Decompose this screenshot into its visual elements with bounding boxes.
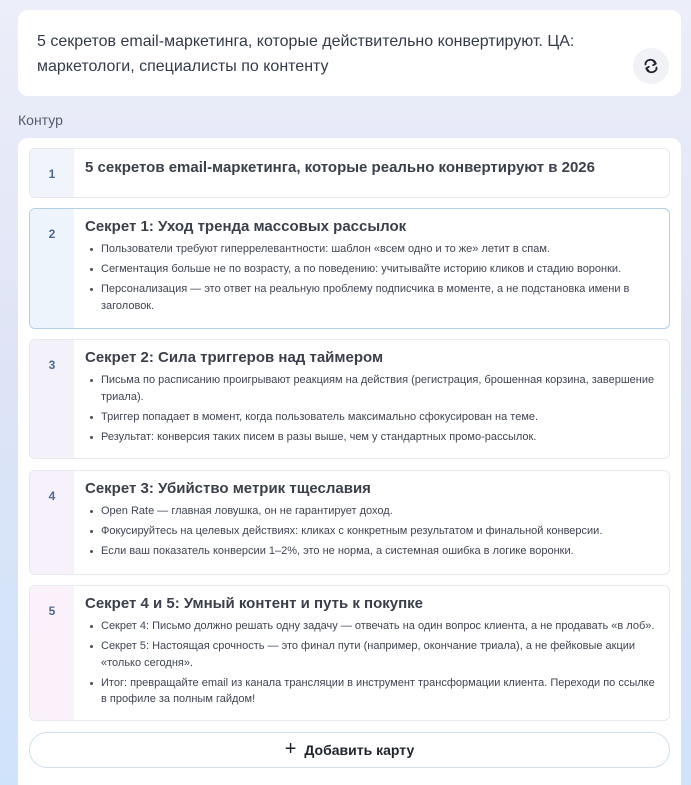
- swap-arrows-icon: [643, 58, 659, 74]
- card-bullet-list: [85, 618, 657, 708]
- card-number: 5: [30, 586, 74, 720]
- card-bullet[interactable]: Итог: превращайте email из канала трансляции в инструмент трансформации клиента. Переходи по ссылке в профиле за полным гайдом!: [85, 675, 657, 708]
- card-bullet-list: [85, 372, 657, 445]
- card-bullet[interactable]: Триггер попадает в момент, когда пользователь максимально сфокусирован на теме.: [85, 409, 657, 426]
- outline-card-5[interactable]: [29, 585, 670, 721]
- card-number: 4: [30, 471, 74, 574]
- card-bullet-list: [85, 241, 657, 314]
- card-title[interactable]: Секрет 3: Убийство метрик тщеславия: [85, 480, 371, 497]
- card-bullet[interactable]: Секрет 4: Письмо должно решать одну задачу — отвечать на один вопрос клиента, а не продавать «в лоб».: [85, 618, 657, 635]
- card-title[interactable]: Секрет 4 и 5: Умный контент и путь к покупке: [85, 595, 424, 612]
- card-bullet[interactable]: Сегментация больше не по возрасту, а по поведению: учитывайте историю кликов и стадию воронки.: [85, 261, 657, 278]
- topic-prompt-text[interactable]: 5 секретов email-маркетинга, которые действительно конвертируют. ЦА: маркетологи, специалисты по контенту: [37, 33, 575, 75]
- add-card-label: Добавить карту: [304, 742, 415, 758]
- card-number: 3: [30, 340, 74, 458]
- card-bullet[interactable]: Персонализация — это ответ на реальную проблему подписчика в моменте, а не подстановка имени в заголовок.: [85, 281, 657, 314]
- card-title[interactable]: Секрет 2: Сила триггеров над таймером: [85, 349, 384, 366]
- card-title[interactable]: Секрет 1: Уход тренда массовых рассылок: [85, 218, 407, 235]
- outline-card-4[interactable]: [29, 470, 670, 575]
- topic-prompt-box[interactable]: [18, 10, 681, 96]
- outline-card-2[interactable]: [29, 208, 670, 329]
- card-bullet[interactable]: Результат: конверсия таких писем в разы выше, чем у стандартных промо-рассылок.: [85, 429, 657, 446]
- card-bullet[interactable]: Письма по расписанию проигрывают реакциям на действия (регистрация, брошенная корзина, завершение триала).: [85, 372, 657, 405]
- card-bullet[interactable]: Пользователи требуют гиперрелевантности: шаблон «всем одно и то же» летит в спам.: [85, 241, 657, 258]
- card-number: 2: [30, 209, 74, 328]
- card-bullet[interactable]: Фокусируйтесь на целевых действиях: кликах с конкретным результатом и финальной конверсии.: [85, 523, 657, 540]
- add-card-button[interactable]: [29, 732, 670, 768]
- regenerate-button[interactable]: [633, 48, 669, 84]
- outline-card-3[interactable]: [29, 339, 670, 459]
- card-number: 1: [30, 149, 74, 197]
- outline-label: Контур: [18, 112, 63, 128]
- card-bullet[interactable]: Секрет 5: Настоящая срочность — это финал пути (например, окончание триала), а не фейковые акции «только сегодня».: [85, 638, 657, 671]
- card-bullet[interactable]: Open Rate — главная ловушка, он не гарантирует доход.: [85, 503, 657, 520]
- plus-icon: +: [284, 738, 297, 760]
- card-title[interactable]: 5 секретов email-маркетинга, которые реально конвертируют в 2026: [85, 159, 595, 176]
- card-bullet-list: [85, 503, 657, 560]
- outline-card-1[interactable]: [29, 148, 670, 198]
- outline-panel: [18, 138, 681, 785]
- card-bullet[interactable]: Если ваш показатель конверсии 1–2%, это не норма, а системная ошибка в логике воронки.: [85, 543, 657, 560]
